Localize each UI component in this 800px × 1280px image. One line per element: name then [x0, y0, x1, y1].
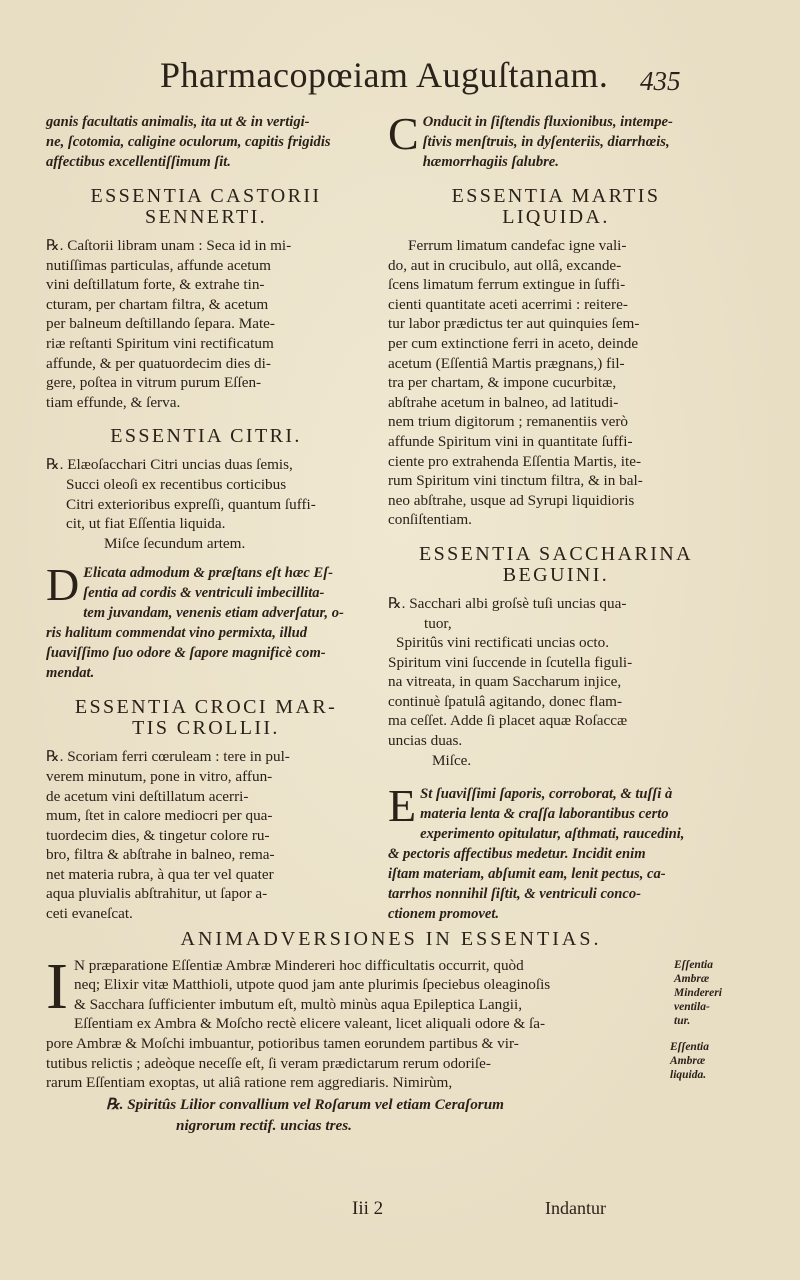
animadversiones-section	[46, 930, 736, 1136]
text-line: Miſce ſecundum artem.	[104, 534, 246, 552]
text-line: tuor,	[424, 614, 452, 632]
text-line: de acetum vini deſtillatum acerri-	[46, 787, 249, 805]
text-line: ſentia ad cordis & ventriculi imbecillita-	[83, 585, 325, 602]
text-line: ris halitum commendat vino permixta, illud	[46, 625, 308, 642]
text-line: acetum (Eſſentiâ Martis prægnans,) fil-	[388, 354, 625, 372]
running-title: Pharmacopœiam Auguſtanam.	[160, 55, 609, 95]
note-saccharina	[388, 780, 724, 924]
text-line: affectibus excellentiſſimum ſit.	[46, 154, 231, 170]
page-footer	[0, 1198, 800, 1226]
text-line: affunde Spiritum vini in quantitate ſuffi-	[388, 432, 633, 450]
recipe-line: nigrorum rectif. uncias tres.	[176, 1117, 352, 1135]
text-line: bro, filtra & abſtrahe in balneo, rema-	[46, 846, 275, 864]
text-line: rarum Eſſentiam exoptas, ut aliâ ratione rem aggrediaris. Nimirùm,	[46, 1074, 453, 1092]
text-line: gere, poſtea in vitrum purum Eſſen-	[46, 374, 262, 392]
page-number: 435	[640, 66, 681, 96]
text-line: na vitreata, in quam Saccharum injice,	[388, 673, 622, 691]
text-line: affunde, & per quatuordecim dies di-	[46, 354, 271, 372]
text-line: Citri exterioribus expreſſi, quantum ſuffi-	[66, 495, 316, 513]
text-line: tutibus relictis ; adeòque neceſſe eſt, ſi veram prædictarum rerum odoriſe-	[46, 1054, 491, 1072]
text-line: pore Ambræ & Moſchi imbuantur, potioribus tamen eorundem partibus & vir-	[46, 1034, 519, 1052]
margin-note-mindereri: Eſſentia Ambræ Mindereri ventila- tur.	[674, 959, 722, 1027]
text-line: cturam, per chartam filtra, & acetum	[46, 295, 269, 313]
recipe-saccharina	[388, 594, 724, 770]
text-line: vini deſtillatum forte, & extrahe tin-	[46, 276, 265, 294]
text-line: cienti quantitate aceti acerrimi : reitere-	[388, 295, 628, 313]
text-line: nem trium digitorum ; remanentiis verò	[388, 413, 628, 431]
text-line: ſtivis menſtruis, in dyſenteriis, diarrhœis,	[422, 134, 670, 150]
margin-note-liquida: Eſſentia Ambræ liquida.	[670, 1041, 709, 1081]
note-citri	[46, 559, 366, 683]
text-line: mum, ſtet in calore mediocri per qua-	[46, 807, 273, 825]
text-line: aqua pluvialis abſtrahitur, ut ſapor a-	[46, 885, 268, 903]
text-line: tarrhos nonnihil ſiſtit, & ventriculi conco-	[388, 886, 641, 903]
section-heading-animadversiones: ANIMADVERSIONES IN ESSENTIAS.	[180, 928, 602, 950]
page-header	[0, 54, 800, 102]
section-heading-martis: ESSENTIA MARTIS LIQUIDA.	[451, 185, 661, 228]
text-line: ℞. Caſtorii libram unam : Seca id in mi-	[46, 237, 292, 254]
text-line: & Sacchara ſufficienter imbutum eſt, multò minùs aqua Epileptica Langii,	[73, 995, 523, 1013]
left-column	[46, 112, 366, 924]
recipe-citri	[46, 455, 366, 553]
text-line: tur labor prædictus ter aut quinquies ſem-	[388, 315, 640, 333]
text-line: Elicata admodum & præſtans eſt hæc Eſ-	[83, 565, 333, 582]
catchword: Indantur	[545, 1198, 606, 1218]
text-line: hæmorrhagiis ſalubre.	[422, 154, 559, 170]
text-line: per cum extinctione ferri in aceto, deinde	[388, 334, 639, 352]
text-line: conſiſtentiam.	[388, 511, 472, 529]
recipe-castorii	[46, 236, 366, 412]
drop-cap: D	[46, 559, 80, 611]
text-line: St ſuaviſſimi ſaporis, corroborat, & tuſſi à	[420, 786, 673, 803]
text-line: tuordecim dies, & tingetur colore ru-	[46, 826, 270, 844]
text-line: tra per chartam, & impone cucurbitæ,	[388, 374, 617, 392]
section-heading-castorii: ESSENTIA CASTORII SENNERTI.	[90, 185, 322, 228]
text-line: Eſſentiam ex Ambra & Moſcho rectè elicere valeant, licet aliquali odore & ſa-	[73, 1015, 546, 1033]
text-line: net materia rubra, à qua ter vel quater	[46, 865, 274, 883]
text-line: Spiritûs vini rectificati uncias octo.	[396, 634, 609, 652]
text-line: riæ reſtanti Spiritum vini rectificatum	[46, 334, 274, 352]
text-line: ma ceſſet. Adde ſi placet aquæ Roſaccæ	[388, 712, 628, 730]
section-heading-citri: ESSENTIA CITRI.	[110, 425, 302, 448]
text-line: tiam effunde, & ſerva.	[46, 393, 181, 411]
text-line: ganis facultatis animalis, ita ut & in vertigi-	[46, 114, 310, 130]
text-line: nutiſſimas particulas, affunde acetum	[46, 256, 271, 274]
text-line: abſtrahe acetum in balneo, ad latitudi-	[388, 393, 619, 411]
text-line: do, aut in crucibulo, aut ollâ, excande-	[388, 256, 622, 274]
text-line: materia lenta & craſſa laborantibus certo	[420, 806, 669, 823]
drop-cap: E	[388, 780, 417, 832]
text-line: Spiritum vini ſuccende in ſcutella figuli-	[388, 653, 633, 671]
recipe-line: ℞. Spiritûs Lilior convallium vel Roſarum vel etiam Ceraſorum	[106, 1095, 504, 1113]
text-line: mendat.	[46, 665, 95, 682]
text-line: per balneum deſtillando ſepara. Mate-	[46, 315, 275, 333]
text-line: ℞. Sacchari albi groſsè tuſi uncias qua-	[388, 594, 627, 612]
text-line: neq; Elixir vitæ Matthioli, utpote quod jam ante plurimis ſpeciebus oleaginoſis	[73, 976, 551, 994]
text-line: ne, ſcotomia, caligine oculorum, capitis frigidis	[46, 134, 331, 150]
intro-note-right	[388, 108, 724, 172]
text-line: ℞. Scoriam ferri cœruleam : tere in pul-	[46, 748, 290, 766]
recipe-croci	[46, 747, 366, 923]
right-column	[388, 108, 724, 932]
text-line: continuè ſpatulâ agitando, donec flam-	[388, 692, 623, 710]
text-line: tem juvandam, venenis etiam adverſatur, o-	[83, 605, 344, 622]
text-line: experimento opitulatur, aſthmati, raucedini,	[420, 826, 685, 843]
text-line: N præparatione Eſſentiæ Ambræ Mindereri hoc difficultatis occurrit, quòd	[73, 956, 524, 974]
text-line: ctionem promovet.	[388, 906, 500, 923]
text-line: ſcens limatum ferrum extingue in ſuffi-	[388, 276, 626, 294]
recipe-martis	[388, 236, 724, 530]
text-line: ciente pro extrahenda Eſſentia Martis, ite-	[388, 452, 642, 470]
text-line: ceti evaneſcat.	[46, 905, 133, 923]
text-line: Succi oleoſi ex recentibus corticibus	[66, 475, 287, 493]
signature-mark: Iii 2	[352, 1198, 384, 1219]
text-line: & pectoris affectibus medetur. Incidit enim	[388, 846, 646, 863]
text-line: neo abſtrahe, usque ad Syrupi liquidioris	[388, 491, 635, 509]
text-line: Miſce.	[432, 751, 472, 769]
drop-cap: C	[388, 108, 419, 159]
text-line: iſtam materiam, abſumit eam, lenit pectus, ca-	[388, 866, 666, 883]
text-line: ℞. Elæoſacchari Citri uncias duas ſemis,	[46, 456, 293, 474]
drop-cap: I	[46, 949, 68, 1023]
text-line: Onducit in ſiſtendis fluxionibus, intempe-	[422, 114, 673, 130]
text-line: verem minutum, pone in vitro, affun-	[46, 767, 273, 785]
animadversiones-body	[46, 949, 624, 1136]
text-line: cit, ut fiat Eſſentia liquida.	[66, 515, 226, 533]
text-line: ſuaviſſimo ſuo odore & ſapore magnificè com-	[46, 645, 326, 662]
section-heading-saccharina: ESSENTIA SACCHARINA BEGUINI.	[419, 542, 693, 586]
intro-fragment	[46, 112, 366, 172]
text-line: Ferrum limatum candefac igne vali-	[408, 237, 627, 254]
text-line: rum Spiritum vini tinctum filtra, & in bal-	[388, 472, 643, 490]
text-line: uncias duas.	[388, 732, 463, 750]
section-heading-croci: ESSENTIA CROCI MAR- TIS CROLLII.	[74, 696, 338, 740]
